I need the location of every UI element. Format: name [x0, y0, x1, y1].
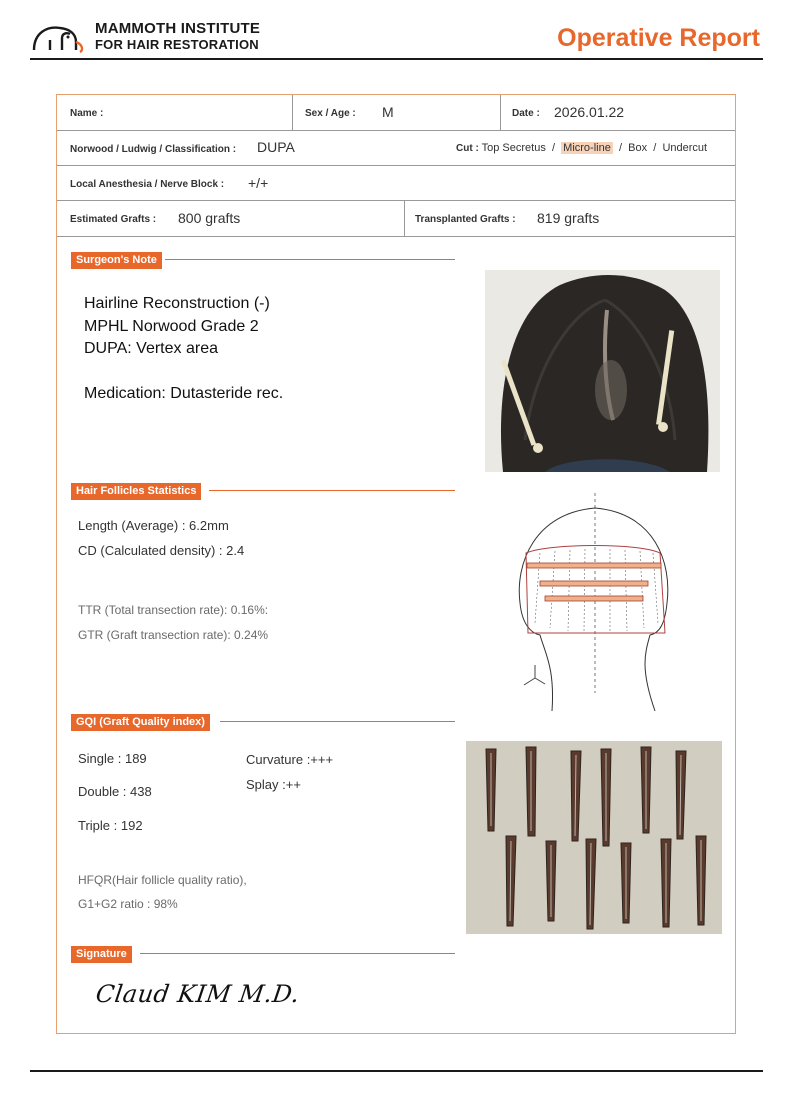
sex-age-label: Sex / Age : [305, 108, 356, 119]
note-line: Hairline Reconstruction (-) [84, 295, 270, 312]
transplanted-grafts-label: Transplanted Grafts : [415, 214, 516, 225]
statistics-heading: Hair Follicles Statistics [71, 483, 201, 500]
logo-text-line1: MAMMOTH INSTITUTE [95, 20, 261, 37]
row-divider [57, 130, 735, 131]
surgeons-note-text [84, 293, 283, 406]
classification-label: Norwood / Ludwig / Classification : [70, 144, 237, 155]
cut-option-undercut[interactable]: Undercut [662, 142, 708, 154]
column-divider [404, 201, 405, 236]
row-divider [57, 200, 735, 201]
single-count: Single : 189 [78, 751, 147, 766]
g1g2-ratio: G1+G2 ratio : 98% [78, 897, 178, 911]
sex-age-field[interactable]: M [382, 104, 394, 120]
estimated-grafts-label: Estimated Grafts : [70, 214, 157, 225]
density-stat: CD (Calculated density) : 2.4 [78, 543, 245, 558]
date-label: Date : [512, 108, 540, 119]
hfqr-label: HFQR(Hair follicle quality ratio), [78, 873, 247, 887]
estimated-grafts-field[interactable]: 800 grafts [178, 210, 241, 226]
cut-options [456, 142, 707, 154]
gtr-stat: GTR (Graft transection rate): 0.24% [78, 628, 269, 642]
row-divider [57, 236, 735, 237]
section-rule [220, 721, 455, 722]
length-stat: Length (Average) : 6.2mm [78, 518, 229, 533]
ttr-stat: TTR (Total transection rate): 0.16%: [78, 603, 269, 617]
column-divider [292, 95, 293, 130]
header-divider [30, 58, 763, 60]
cut-label: Cut : [456, 143, 479, 154]
cut-separator: / [653, 142, 657, 154]
section-rule [209, 490, 455, 491]
mammoth-logo-icon [30, 20, 90, 54]
footer-divider [30, 1070, 763, 1072]
splay-value: Splay :++ [246, 777, 301, 792]
note-line: DUPA: Vertex area [84, 340, 218, 357]
note-line: MPHL Norwood Grade 2 [84, 317, 259, 335]
surgeon-signature: Claud KIM M.D. [94, 980, 302, 1008]
anesthesia-label: Local Anesthesia / Nerve Block : [70, 179, 225, 190]
section-rule [165, 259, 455, 260]
triple-count: Triple : 192 [78, 818, 143, 833]
follicle-grafts-photo [466, 741, 722, 934]
cut-option-top-secretus[interactable]: Top Secretus [481, 142, 546, 154]
transplanted-grafts-field[interactable]: 819 grafts [537, 210, 600, 226]
cut-option-box[interactable]: Box [628, 142, 648, 154]
surgeons-note-heading: Surgeon's Note [71, 252, 162, 269]
scalp-photo [485, 270, 720, 472]
gqi-heading: GQI (Graft Quality index) [71, 714, 210, 731]
section-rule [140, 953, 455, 954]
name-label: Name : [70, 108, 104, 119]
head-diagram [510, 493, 670, 713]
cut-separator: / [551, 142, 556, 154]
cut-option-micro-line[interactable]: Micro-line [563, 142, 611, 154]
row-divider [57, 165, 735, 166]
cut-separator: / [618, 142, 623, 154]
page-title: Operative Report [557, 24, 760, 52]
curvature-value: Curvature :+++ [246, 752, 334, 767]
note-line [84, 361, 283, 384]
column-divider [500, 95, 501, 130]
anesthesia-field[interactable]: +/+ [248, 175, 269, 191]
note-line: Medication: Dutasteride rec. [84, 385, 284, 402]
double-count: Double : 438 [78, 784, 152, 799]
classification-field[interactable]: DUPA [257, 139, 295, 155]
logo-text-line2: FOR HAIR RESTORATION [95, 37, 259, 52]
signature-heading: Signature [71, 946, 132, 963]
date-field[interactable]: 2026.01.22 [554, 104, 625, 120]
